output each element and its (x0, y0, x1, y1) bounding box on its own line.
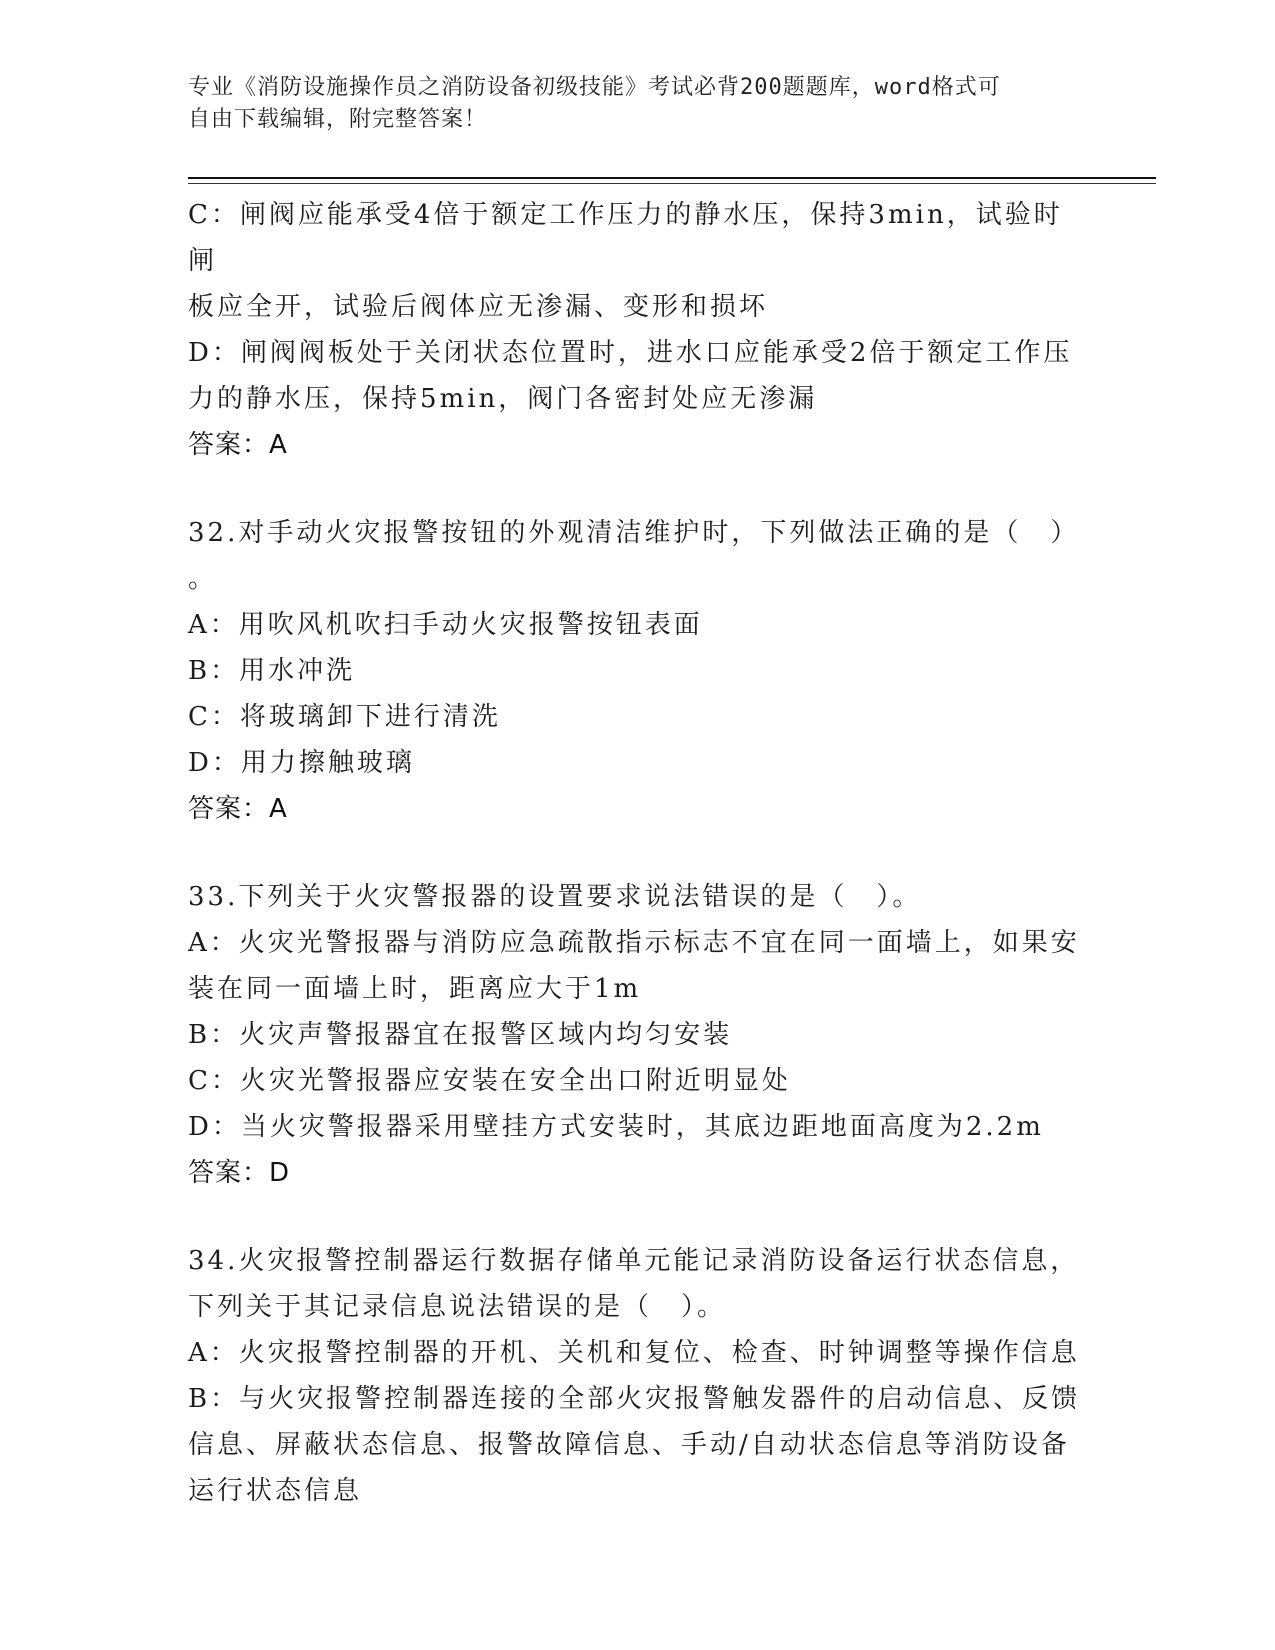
header-line-1: 专业《消防设施操作员之消防设备初级技能》考试必背200题题库，word格式可 (188, 75, 1001, 100)
question-34 (188, 1238, 1088, 1514)
q33-option-b: B：火灾声警报器宜在报警区域内均匀安装 (188, 1020, 733, 1050)
page-header (188, 72, 1068, 136)
spacer (188, 832, 1088, 874)
header-rule-thin (188, 183, 1156, 184)
spacer (188, 1196, 1088, 1238)
q34-option-b-line-2: 信息、屏蔽状态信息、报警故障信息、手动/自动状态信息等消防设备 (188, 1430, 1070, 1460)
q32-option-c: C：将玻璃卸下进行清洗 (188, 702, 501, 732)
q33-stem: 33.下列关于火灾警报器的设置要求说法错误的是（ ）。 (188, 882, 922, 912)
q32-option-b: B：用水冲洗 (188, 656, 356, 686)
q33-option-d: D：当火灾警报器采用壁挂方式安装时，其底边距地面高度为2.2m (188, 1112, 1044, 1142)
q32-option-a: A：用吹风机吹扫手动火灾报警按钮表面 (188, 610, 703, 640)
q32-answer: 答案：A (188, 794, 288, 824)
spacer (188, 468, 1088, 510)
q33-option-a-line-2: 装在同一面墙上时，距离应大于1m (188, 974, 642, 1004)
q34-option-b-line-3: 运行状态信息 (188, 1476, 363, 1506)
question-content (188, 192, 1088, 1514)
q31-option-c-line-2: 板应全开，试验后阀体应无渗漏、变形和损坏 (188, 292, 769, 322)
q32-stem-line-1: 32.对手动火灾报警按钮的外观清洁维护时，下列做法正确的是（ ） (188, 518, 1080, 548)
q31-option-d-line-1: D：闸阀阀板处于关闭状态位置时，进水口应能承受2倍于额定工作压 (188, 338, 1073, 368)
q32-stem-line-2: 。 (188, 564, 218, 594)
question-31-tail (188, 192, 1088, 468)
q31-option-c-line-1: C：闸阀应能承受4倍于额定工作压力的静水压，保持3min，试验时闸 (188, 200, 1063, 276)
header-rule-thick (188, 177, 1156, 179)
q33-option-c: C：火灾光警报器应安装在安全出口附近明显处 (188, 1066, 791, 1096)
header-line-2: 自由下载编辑，附完整答案！ (188, 107, 488, 132)
q33-option-a-line-1: A：火灾光警报器与消防应急疏散指示标志不宜在同一面墙上，如果安 (188, 928, 1080, 958)
q34-stem-line-2: 下列关于其记录信息说法错误的是（ ）。 (188, 1292, 727, 1322)
q34-option-a: A：火灾报警控制器的开机、关机和复位、检查、时钟调整等操作信息 (188, 1338, 1080, 1368)
q32-option-d: D：用力擦触玻璃 (188, 748, 415, 778)
question-33 (188, 874, 1088, 1196)
q31-answer: 答案：A (188, 430, 288, 460)
question-32 (188, 510, 1088, 832)
q33-answer: 答案：D (188, 1158, 291, 1188)
q34-stem-line-1: 34.火灾报警控制器运行数据存储单元能记录消防设备运行状态信息， (188, 1246, 1080, 1276)
q34-option-b-line-1: B：与火灾报警控制器连接的全部火灾报警触发器件的启动信息、反馈 (188, 1384, 1081, 1414)
q31-option-d-line-2: 力的静水压，保持5min，阀门各密封处应无渗漏 (188, 384, 818, 414)
